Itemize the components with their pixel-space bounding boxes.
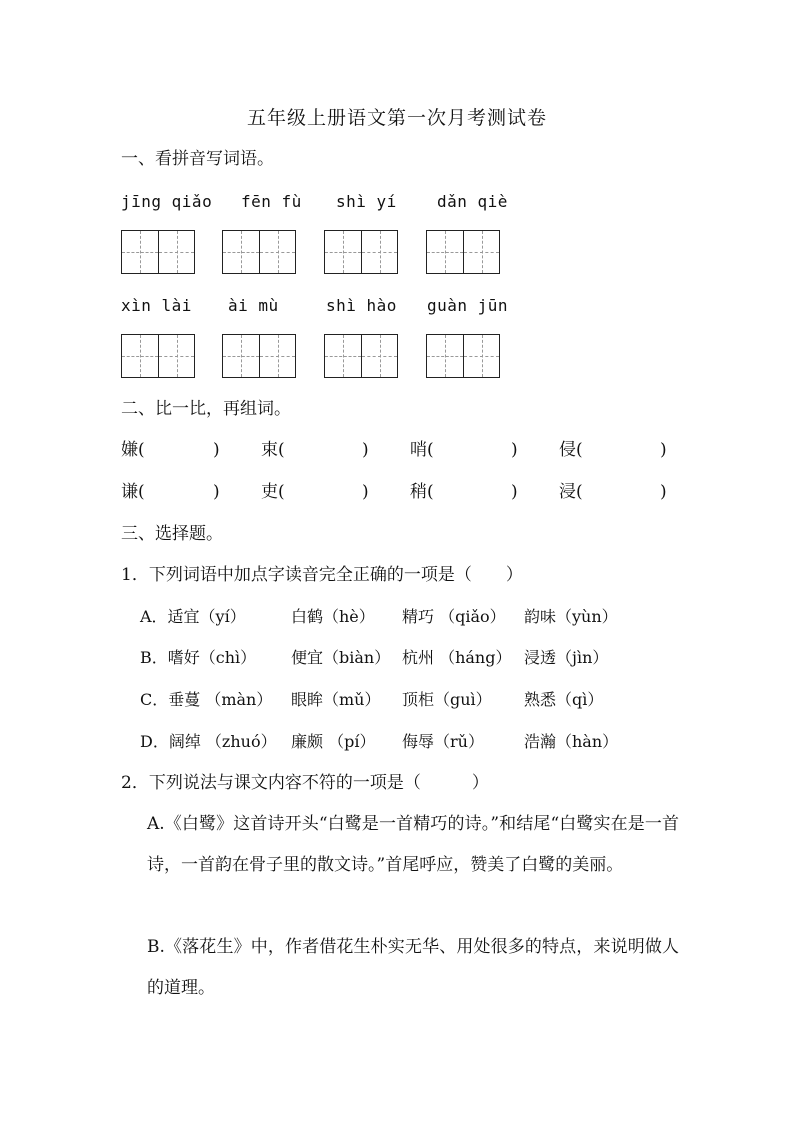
option-word: C．垂蔓 （màn） [140, 690, 273, 709]
compare-char: 稍( [410, 482, 434, 502]
section-3-heading: 三、选择题。 [121, 524, 223, 544]
compare-item[interactable] [559, 478, 667, 506]
paren-close: ) [660, 482, 667, 502]
compare-item[interactable] [121, 436, 220, 464]
compare-char: 侵( [559, 440, 583, 460]
writing-box[interactable] [121, 334, 195, 378]
compare-item[interactable] [559, 436, 667, 464]
writing-box[interactable] [426, 334, 500, 378]
option-word: B．嗜好（chì） [140, 648, 257, 667]
pinyin-word: ài mù [228, 296, 279, 315]
writing-grid-row-2 [121, 334, 681, 378]
compare-char: 浸( [559, 482, 583, 502]
pinyin-word: guàn jūn [427, 296, 509, 315]
question-2-stem: 2．下列说法与课文内容不符的一项是（ ） [121, 773, 489, 793]
paren-close: ) [213, 440, 220, 460]
option-word: 侮辱（rǔ） [402, 732, 484, 751]
compare-item[interactable] [121, 478, 220, 506]
compare-item[interactable] [410, 436, 518, 464]
pinyin-word: shì yí [336, 192, 397, 211]
paren-close: ) [511, 482, 518, 502]
pinyin-word: jīng qiǎo [121, 192, 213, 211]
paren-close: ) [362, 440, 369, 460]
paren-close: ) [511, 440, 518, 460]
option-word: 精巧 （qiǎo） [402, 607, 506, 626]
section-2-heading: 二、比一比，再组词。 [121, 399, 291, 419]
compare-char: 束( [261, 440, 285, 460]
compare-row-2 [121, 478, 681, 506]
pinyin-word: shì hào [326, 296, 397, 315]
question-2-option-b[interactable]: B.《落花生》中，作者借花生朴实无华、用处很多的特点，来说明做人的道理。 [147, 937, 679, 998]
compare-row-1 [121, 436, 681, 464]
pinyin-word: xìn lài [121, 296, 192, 315]
option-word: 廉颇 （pí） [291, 732, 376, 751]
compare-char: 谦( [121, 482, 145, 502]
question-2-option-a[interactable]: A.《白鹭》这首诗开头“白鹭是一首精巧的诗。”和结尾“白鹭实在是一首诗，一首韵在骨子里的散文诗。”首尾呼应，赞美了白鹭的美丽。 [147, 814, 679, 875]
question-1-option-b[interactable] [140, 645, 700, 671]
compare-char: 嫌( [121, 440, 145, 460]
writing-grid-row-1 [121, 230, 681, 274]
option-word: 白鹤（hè） [291, 607, 375, 626]
option-word: 便宜（biàn） [291, 648, 391, 667]
writing-box[interactable] [324, 230, 398, 274]
writing-box[interactable] [121, 230, 195, 274]
page-title: 五年级上册语文第一次月考测试卷 [246, 107, 547, 129]
pinyin-word: fēn fù [241, 192, 302, 211]
paren-close: ) [362, 482, 369, 502]
option-word: 顶柜（guì） [402, 690, 492, 709]
option-word: 浸透（jìn） [524, 648, 609, 667]
question-1-option-a[interactable] [140, 604, 700, 630]
question-1-stem: 1．下列词语中加点字读音完全正确的一项是（ ） [121, 565, 523, 585]
compare-char: 哨( [410, 440, 434, 460]
compare-item[interactable] [410, 478, 518, 506]
question-1-option-c[interactable] [140, 687, 700, 713]
writing-box[interactable] [426, 230, 500, 274]
question-1-option-d[interactable] [140, 729, 700, 755]
option-word: 眼眸（mǔ） [291, 690, 381, 709]
pinyin-row-1 [121, 189, 681, 215]
pinyin-row-2 [121, 293, 681, 319]
paren-close: ) [660, 440, 667, 460]
compare-item[interactable] [261, 436, 369, 464]
option-word: 韵味（yùn） [524, 607, 618, 626]
writing-box[interactable] [222, 230, 296, 274]
option-word: A．适宜（yí） [140, 607, 246, 626]
pinyin-word: dǎn qiè [437, 192, 508, 211]
writing-box[interactable] [222, 334, 296, 378]
paren-close: ) [213, 482, 220, 502]
compare-item[interactable] [261, 478, 369, 506]
section-1-heading: 一、看拼音写词语。 [121, 149, 274, 169]
option-word: 熟悉（qì） [524, 690, 604, 709]
option-word: D．阔绰 （zhuó） [140, 732, 277, 751]
compare-char: 吏( [261, 482, 285, 502]
option-word: 浩瀚（hàn） [524, 732, 619, 751]
option-word: 杭州 （háng） [402, 648, 512, 667]
writing-box[interactable] [324, 334, 398, 378]
